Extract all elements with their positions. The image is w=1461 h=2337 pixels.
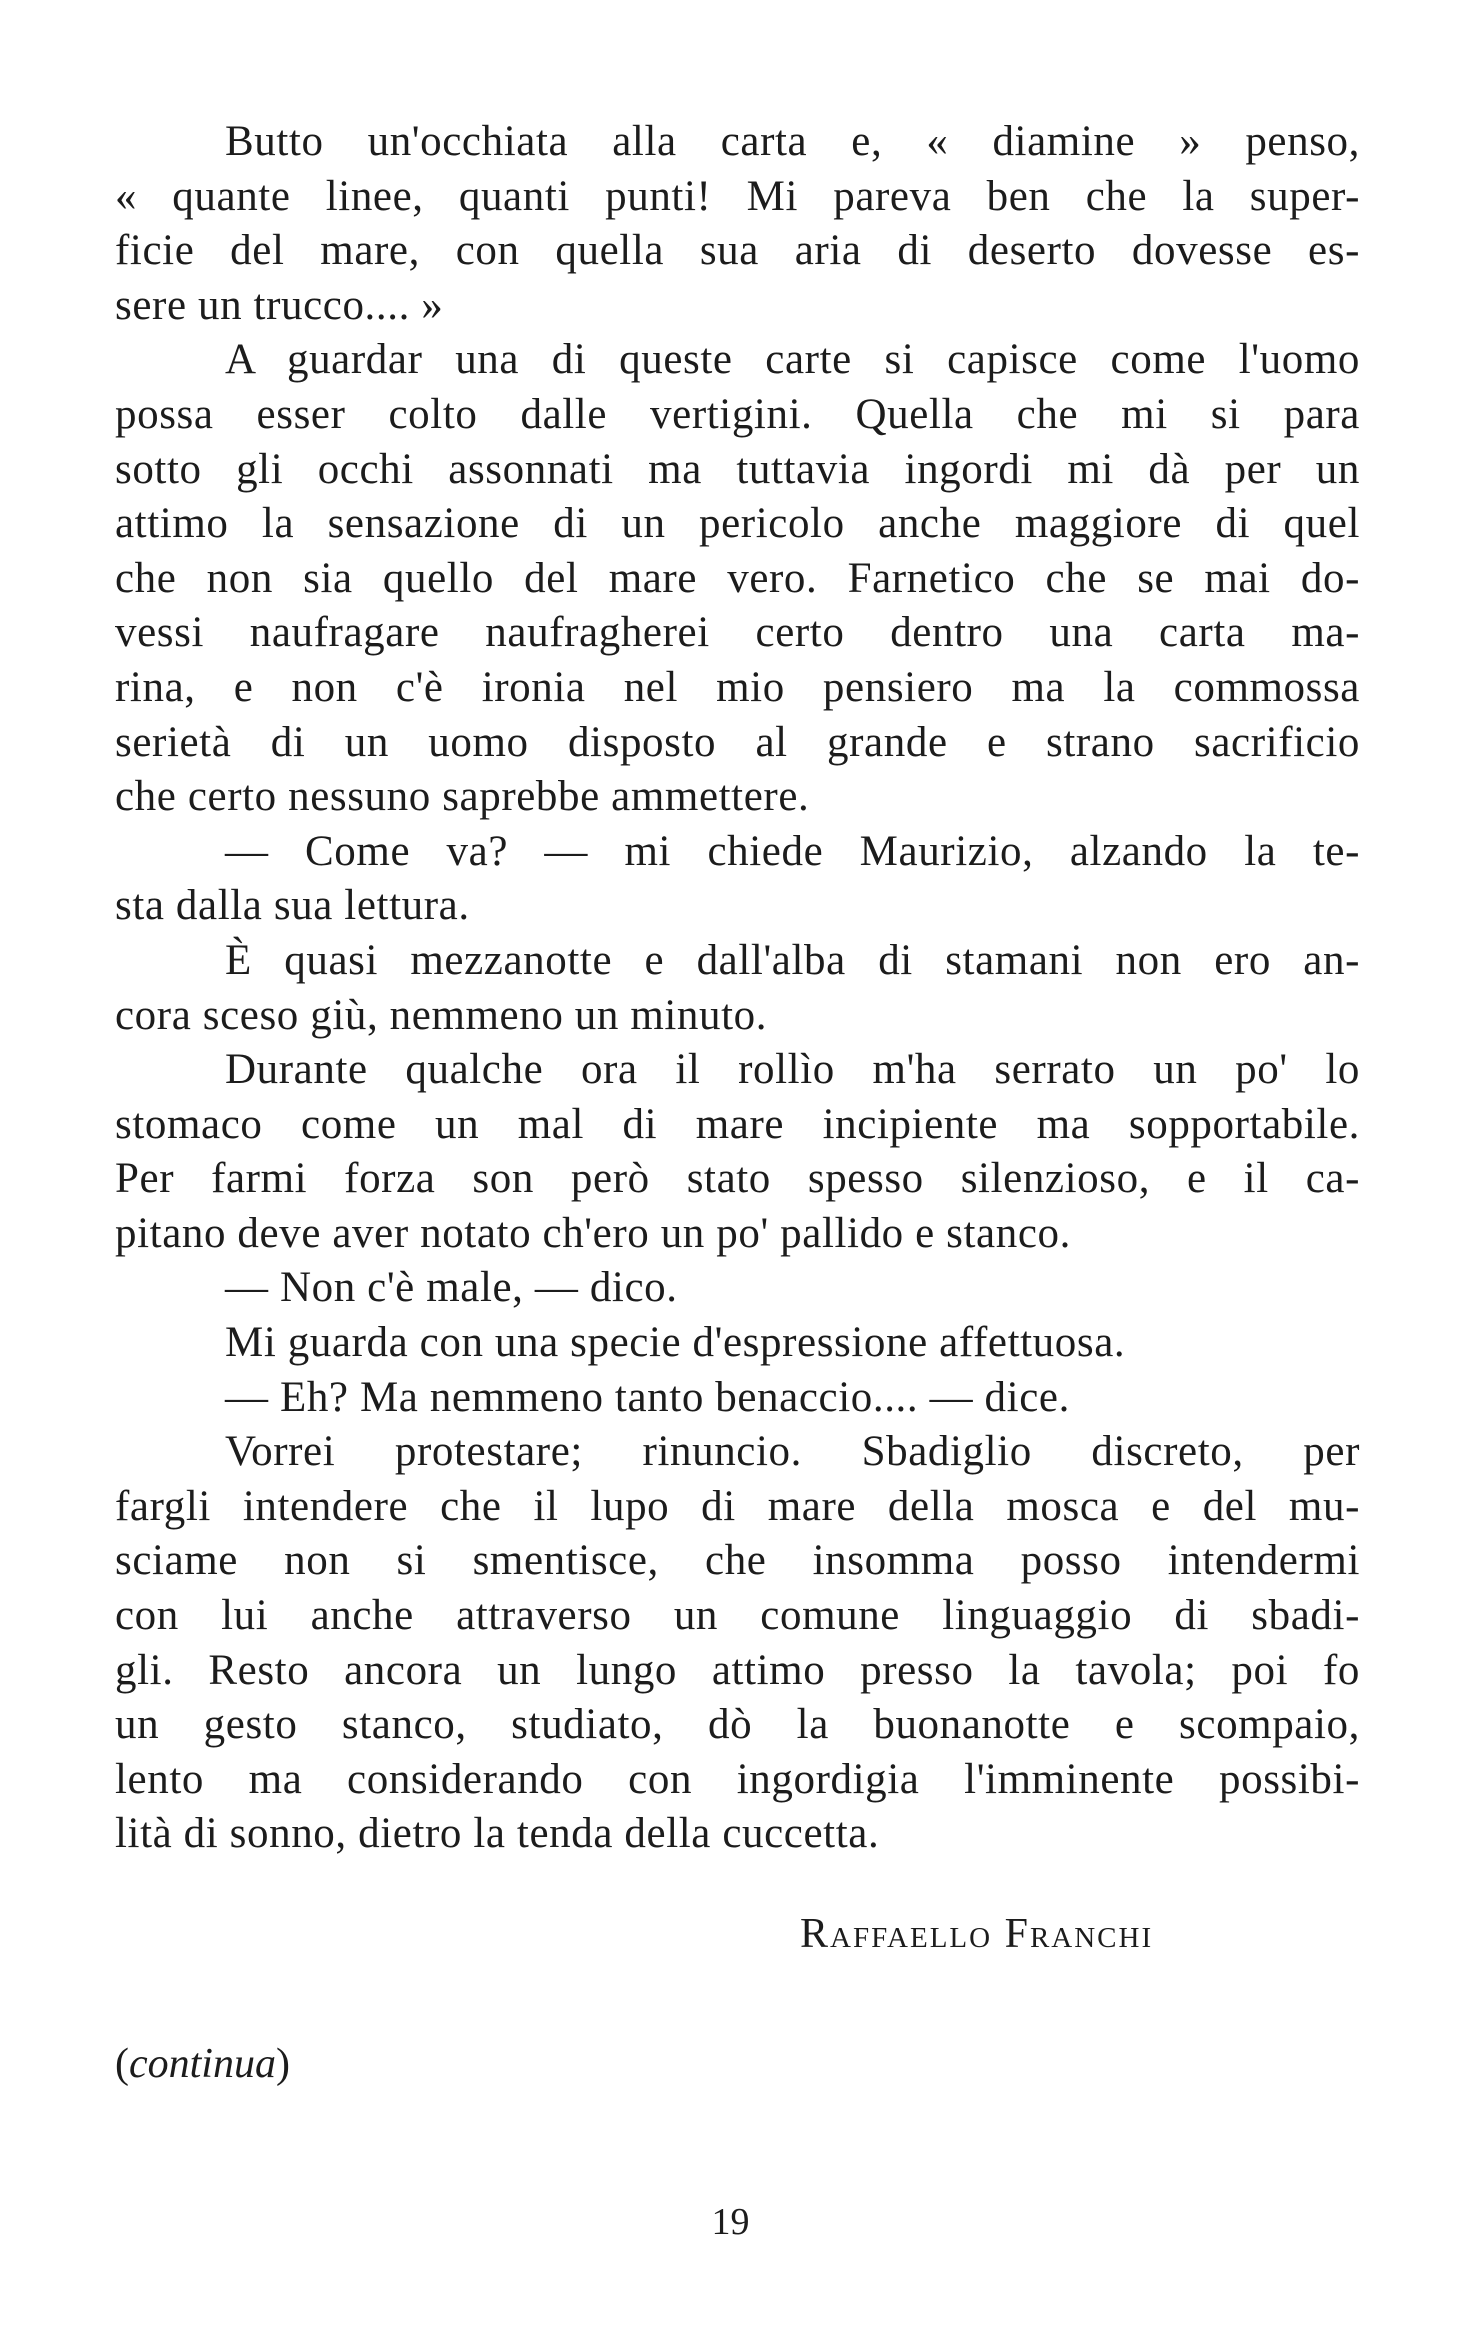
text-line: con lui anche attraverso un comune linguaggio di sbadi- (115, 1592, 1360, 1640)
text-line: — Eh? Ma nemmeno tanto benaccio.... — dice. (225, 1373, 1070, 1421)
continued-note (115, 2040, 290, 2088)
text-line: « quante linee, quanti punti! Mi pareva ben che la super- (115, 172, 1360, 220)
text-line: sotto gli occhi assonnati ma tuttavia ingordi mi dà per un (115, 445, 1360, 493)
text-line: un gesto stanco, studiato, dò la buonanotte e scompaio, (115, 1701, 1360, 1749)
text-line: possa esser colto dalle vertigini. Quella che mi si para (115, 390, 1360, 438)
text-line: cora sceso giù, nemmeno un minuto. (115, 991, 768, 1039)
text-line: gli. Resto ancora un lungo attimo presso la tavola; poi fo (115, 1646, 1360, 1694)
text-line: Mi guarda con una specie d'espressione affettuosa. (225, 1319, 1126, 1367)
text-line: vessi naufragare naufragherei certo dentro una carta ma- (115, 609, 1360, 657)
body-text (115, 115, 1360, 1862)
text-line: che non sia quello del mare vero. Farnetico che se mai do- (115, 554, 1360, 602)
text-line: lento ma considerando con ingordigia l'imminente possibi- (115, 1755, 1360, 1803)
text-line: fargli intendere che il lupo di mare della mosca e del mu- (115, 1482, 1360, 1530)
text-line: Vorrei protestare; rinuncio. Sbadiglio discreto, per (225, 1428, 1360, 1476)
text-line: sere un trucco.... » (115, 281, 444, 329)
text-line: sciame non si smentisce, che insomma posso intendermi (115, 1537, 1360, 1585)
text-line: A guardar una di queste carte si capisce come l'uomo (225, 336, 1360, 384)
text-line: Butto un'occhiata alla carta e, « diamine » penso, (225, 118, 1360, 165)
text-line: sta dalla sua lettura. (115, 882, 470, 930)
continued-close-paren: ) (275, 2041, 290, 2087)
continued-open-paren: ( (115, 2041, 129, 2087)
text-line: — Non c'è male, — dico. (225, 1264, 678, 1312)
page-number: 19 (711, 2201, 750, 2243)
text-line: Per farmi forza son però stato spesso silenzioso, e il ca- (115, 1155, 1360, 1203)
text-line: stomaco come un mal di mare incipiente ma sopportabile. (115, 1100, 1360, 1148)
text-line: attimo la sensazione di un pericolo anche maggiore di quel (115, 500, 1360, 548)
text-line: — Come va? — mi chiede Maurizio, alzando la te- (225, 827, 1360, 875)
author-signature: Raffaello Franchi (800, 1911, 1154, 1957)
text-line: serietà di un uomo disposto al grande e strano sacrificio (115, 718, 1360, 766)
text-line: pitano deve aver notato ch'ero un po' pallido e stanco. (115, 1209, 1071, 1257)
text-line: rina, e non c'è ironia nel mio pensiero ma la commossa (115, 663, 1360, 711)
text-line: È quasi mezzanotte e dall'alba di stamani non ero an- (225, 936, 1360, 984)
text-line: ficie del mare, con quella sua aria di deserto dovesse es- (115, 227, 1360, 275)
text-line: Durante qualche ora il rollìo m'ha serrato un po' lo (225, 1046, 1360, 1094)
text-line: che certo nessuno saprebbe ammettere. (115, 773, 810, 821)
text-line: lità di sonno, dietro la tenda della cuccetta. (115, 1810, 880, 1858)
continued-word: continua (129, 2041, 276, 2087)
